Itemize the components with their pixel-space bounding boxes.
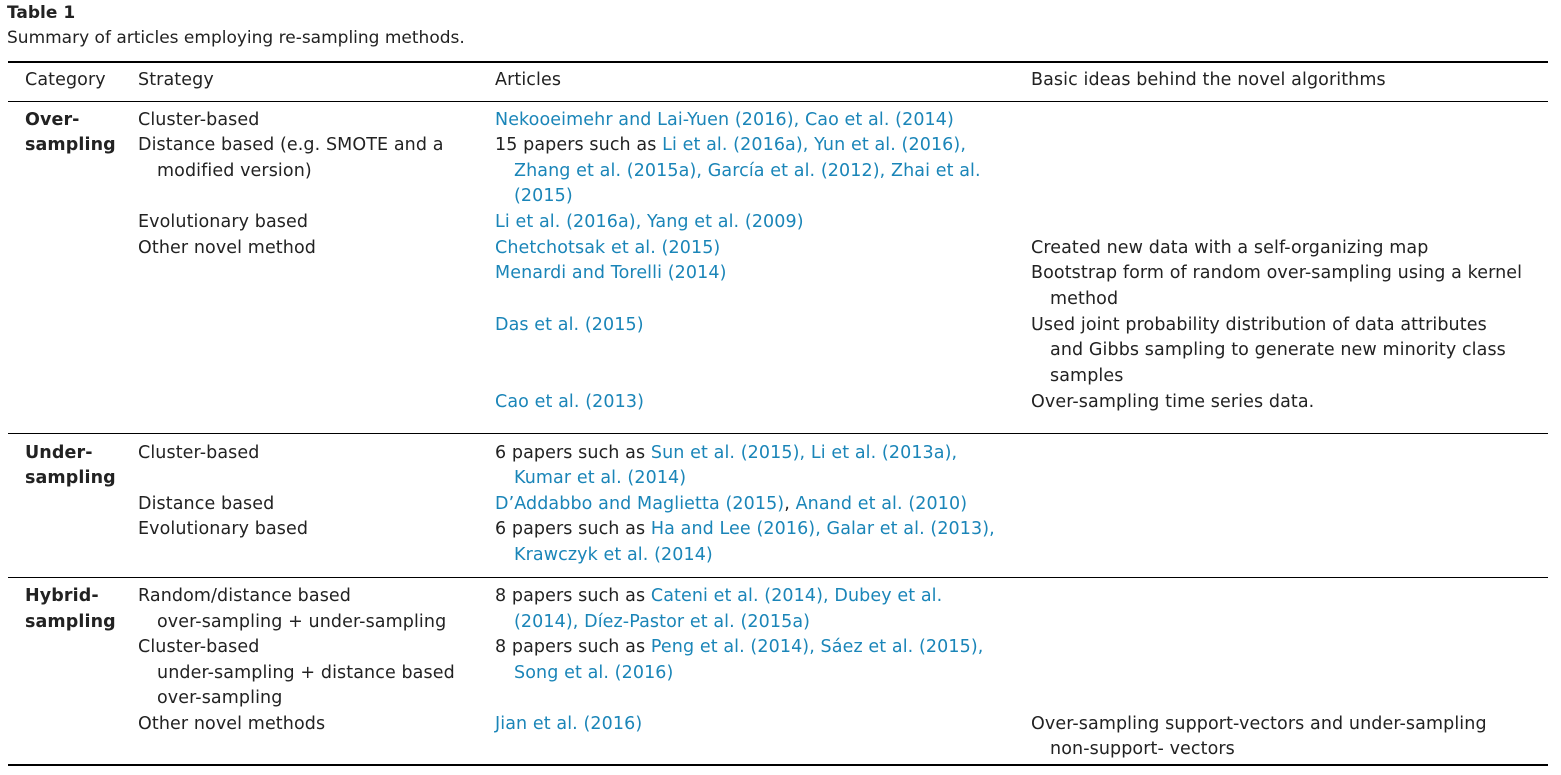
article-link[interactable]: D’Addabbo and Maglietta (2015) <box>495 494 785 514</box>
table-caption: Summary of articles employing re-sampling methods. <box>7 28 465 48</box>
idea-hybrid-other-line2: non-support- vectors <box>1050 739 1235 759</box>
articles-under-distance <box>495 492 967 518</box>
articles-over-distance-line3[interactable]: (2015) <box>514 186 573 206</box>
articles-prefix: 6 papers such as <box>495 443 651 463</box>
strategy-hybrid-random-line1: Random/distance based <box>138 586 351 606</box>
group-rule-2 <box>8 577 1548 578</box>
bottom-rule <box>8 764 1548 766</box>
article-separator: , <box>784 494 796 514</box>
header-articles: Articles <box>495 70 562 90</box>
articles-under-cluster-line2[interactable]: Kumar et al. (2014) <box>514 468 687 488</box>
idea-over-other-1: Created new data with a self-organizing map <box>1031 238 1429 258</box>
idea-over-other-2-line1: Bootstrap form of random over-sampling using a kernel <box>1031 263 1523 283</box>
strategy-under-distance: Distance based <box>138 494 275 514</box>
articles-prefix: 8 papers such as <box>495 637 651 657</box>
articles-hybrid-random-line2[interactable]: (2014), Díez-Pastor et al. (2015a) <box>514 612 811 632</box>
top-rule <box>8 61 1548 63</box>
articles-over-other-1[interactable]: Chetchotsak et al. (2015) <box>495 238 721 258</box>
articles-over-evolutionary[interactable]: Li et al. (2016a), Yang et al. (2009) <box>495 212 804 232</box>
articles-over-other-3[interactable]: Das et al. (2015) <box>495 315 644 335</box>
idea-over-other-3-line1: Used joint probability distribution of data attributes <box>1031 315 1487 335</box>
articles-over-cluster[interactable]: Nekooeimehr and Lai-Yuen (2016), Cao et al. (2014) <box>495 110 954 130</box>
articles-hybrid-cluster-line1 <box>495 635 983 661</box>
strategy-under-cluster: Cluster-based <box>138 443 260 463</box>
article-links[interactable]: Peng et al. (2014), Sáez et al. (2015), <box>650 637 984 657</box>
header-rule <box>8 101 1548 102</box>
article-link[interactable]: Anand et al. (2010) <box>795 494 968 514</box>
category-under-line1: Under- <box>25 443 93 463</box>
strategy-hybrid-cluster-line3: over-sampling <box>157 688 283 708</box>
table-title: Table 1 <box>7 3 76 23</box>
strategy-over-distance-line1: Distance based (e.g. SMOTE and a <box>138 135 444 155</box>
articles-under-evolutionary-line2[interactable]: Krawczyk et al. (2014) <box>514 545 713 565</box>
article-links[interactable]: Cateni et al. (2014), Dubey et al. <box>650 586 943 606</box>
articles-prefix: 8 papers such as <box>495 586 651 606</box>
articles-under-cluster-line1 <box>495 441 957 467</box>
articles-hybrid-other[interactable]: Jian et al. (2016) <box>495 714 643 734</box>
idea-over-other-3-line3: samples <box>1050 366 1124 386</box>
articles-hybrid-cluster-line2[interactable]: Song et al. (2016) <box>514 663 674 683</box>
idea-over-other-4: Over-sampling time series data. <box>1031 392 1315 412</box>
category-over-line2: sampling <box>25 135 116 155</box>
strategy-hybrid-cluster-line1: Cluster-based <box>138 637 260 657</box>
strategy-over-evolutionary: Evolutionary based <box>138 212 309 232</box>
header-category: Category <box>25 70 106 90</box>
idea-over-other-3-line2: and Gibbs sampling to generate new minority class <box>1050 340 1506 360</box>
articles-hybrid-random-line1 <box>495 584 942 610</box>
articles-prefix: 15 papers such as <box>495 135 663 155</box>
idea-over-other-2-line2: method <box>1050 289 1119 309</box>
category-hybrid-line2: sampling <box>25 612 116 632</box>
articles-prefix: 6 papers such as <box>495 519 651 539</box>
strategy-hybrid-other: Other novel methods <box>138 714 326 734</box>
articles-over-distance-line2[interactable]: Zhang et al. (2015a), García et al. (2012), Zhai et al. <box>514 161 981 181</box>
articles-over-distance-line1 <box>495 133 966 159</box>
category-over-line1: Over- <box>25 110 80 130</box>
article-links[interactable]: Ha and Lee (2016), Galar et al. (2013), <box>650 519 995 539</box>
header-ideas: Basic ideas behind the novel algorithms <box>1031 70 1386 90</box>
articles-over-other-4[interactable]: Cao et al. (2013) <box>495 392 645 412</box>
articles-over-other-2[interactable]: Menardi and Torelli (2014) <box>495 263 727 283</box>
strategy-under-evolutionary: Evolutionary based <box>138 519 309 539</box>
category-under-line2: sampling <box>25 468 116 488</box>
strategy-hybrid-random-line2: over-sampling + under-sampling <box>157 612 447 632</box>
strategy-over-other: Other novel method <box>138 238 316 258</box>
category-hybrid-line1: Hybrid- <box>25 586 99 606</box>
idea-hybrid-other-line1: Over-sampling support-vectors and under-sampling <box>1031 714 1487 734</box>
header-strategy: Strategy <box>138 70 214 90</box>
articles-under-evolutionary-line1 <box>495 517 995 543</box>
strategy-over-cluster: Cluster-based <box>138 110 260 130</box>
article-links[interactable]: Li et al. (2016a), Yun et al. (2016), <box>662 135 967 155</box>
article-links[interactable]: Sun et al. (2015), Li et al. (2013a), <box>650 443 958 463</box>
group-rule-1 <box>8 433 1548 434</box>
strategy-over-distance-line2: modified version) <box>157 161 312 181</box>
strategy-hybrid-cluster-line2: under-sampling + distance based <box>157 663 455 683</box>
